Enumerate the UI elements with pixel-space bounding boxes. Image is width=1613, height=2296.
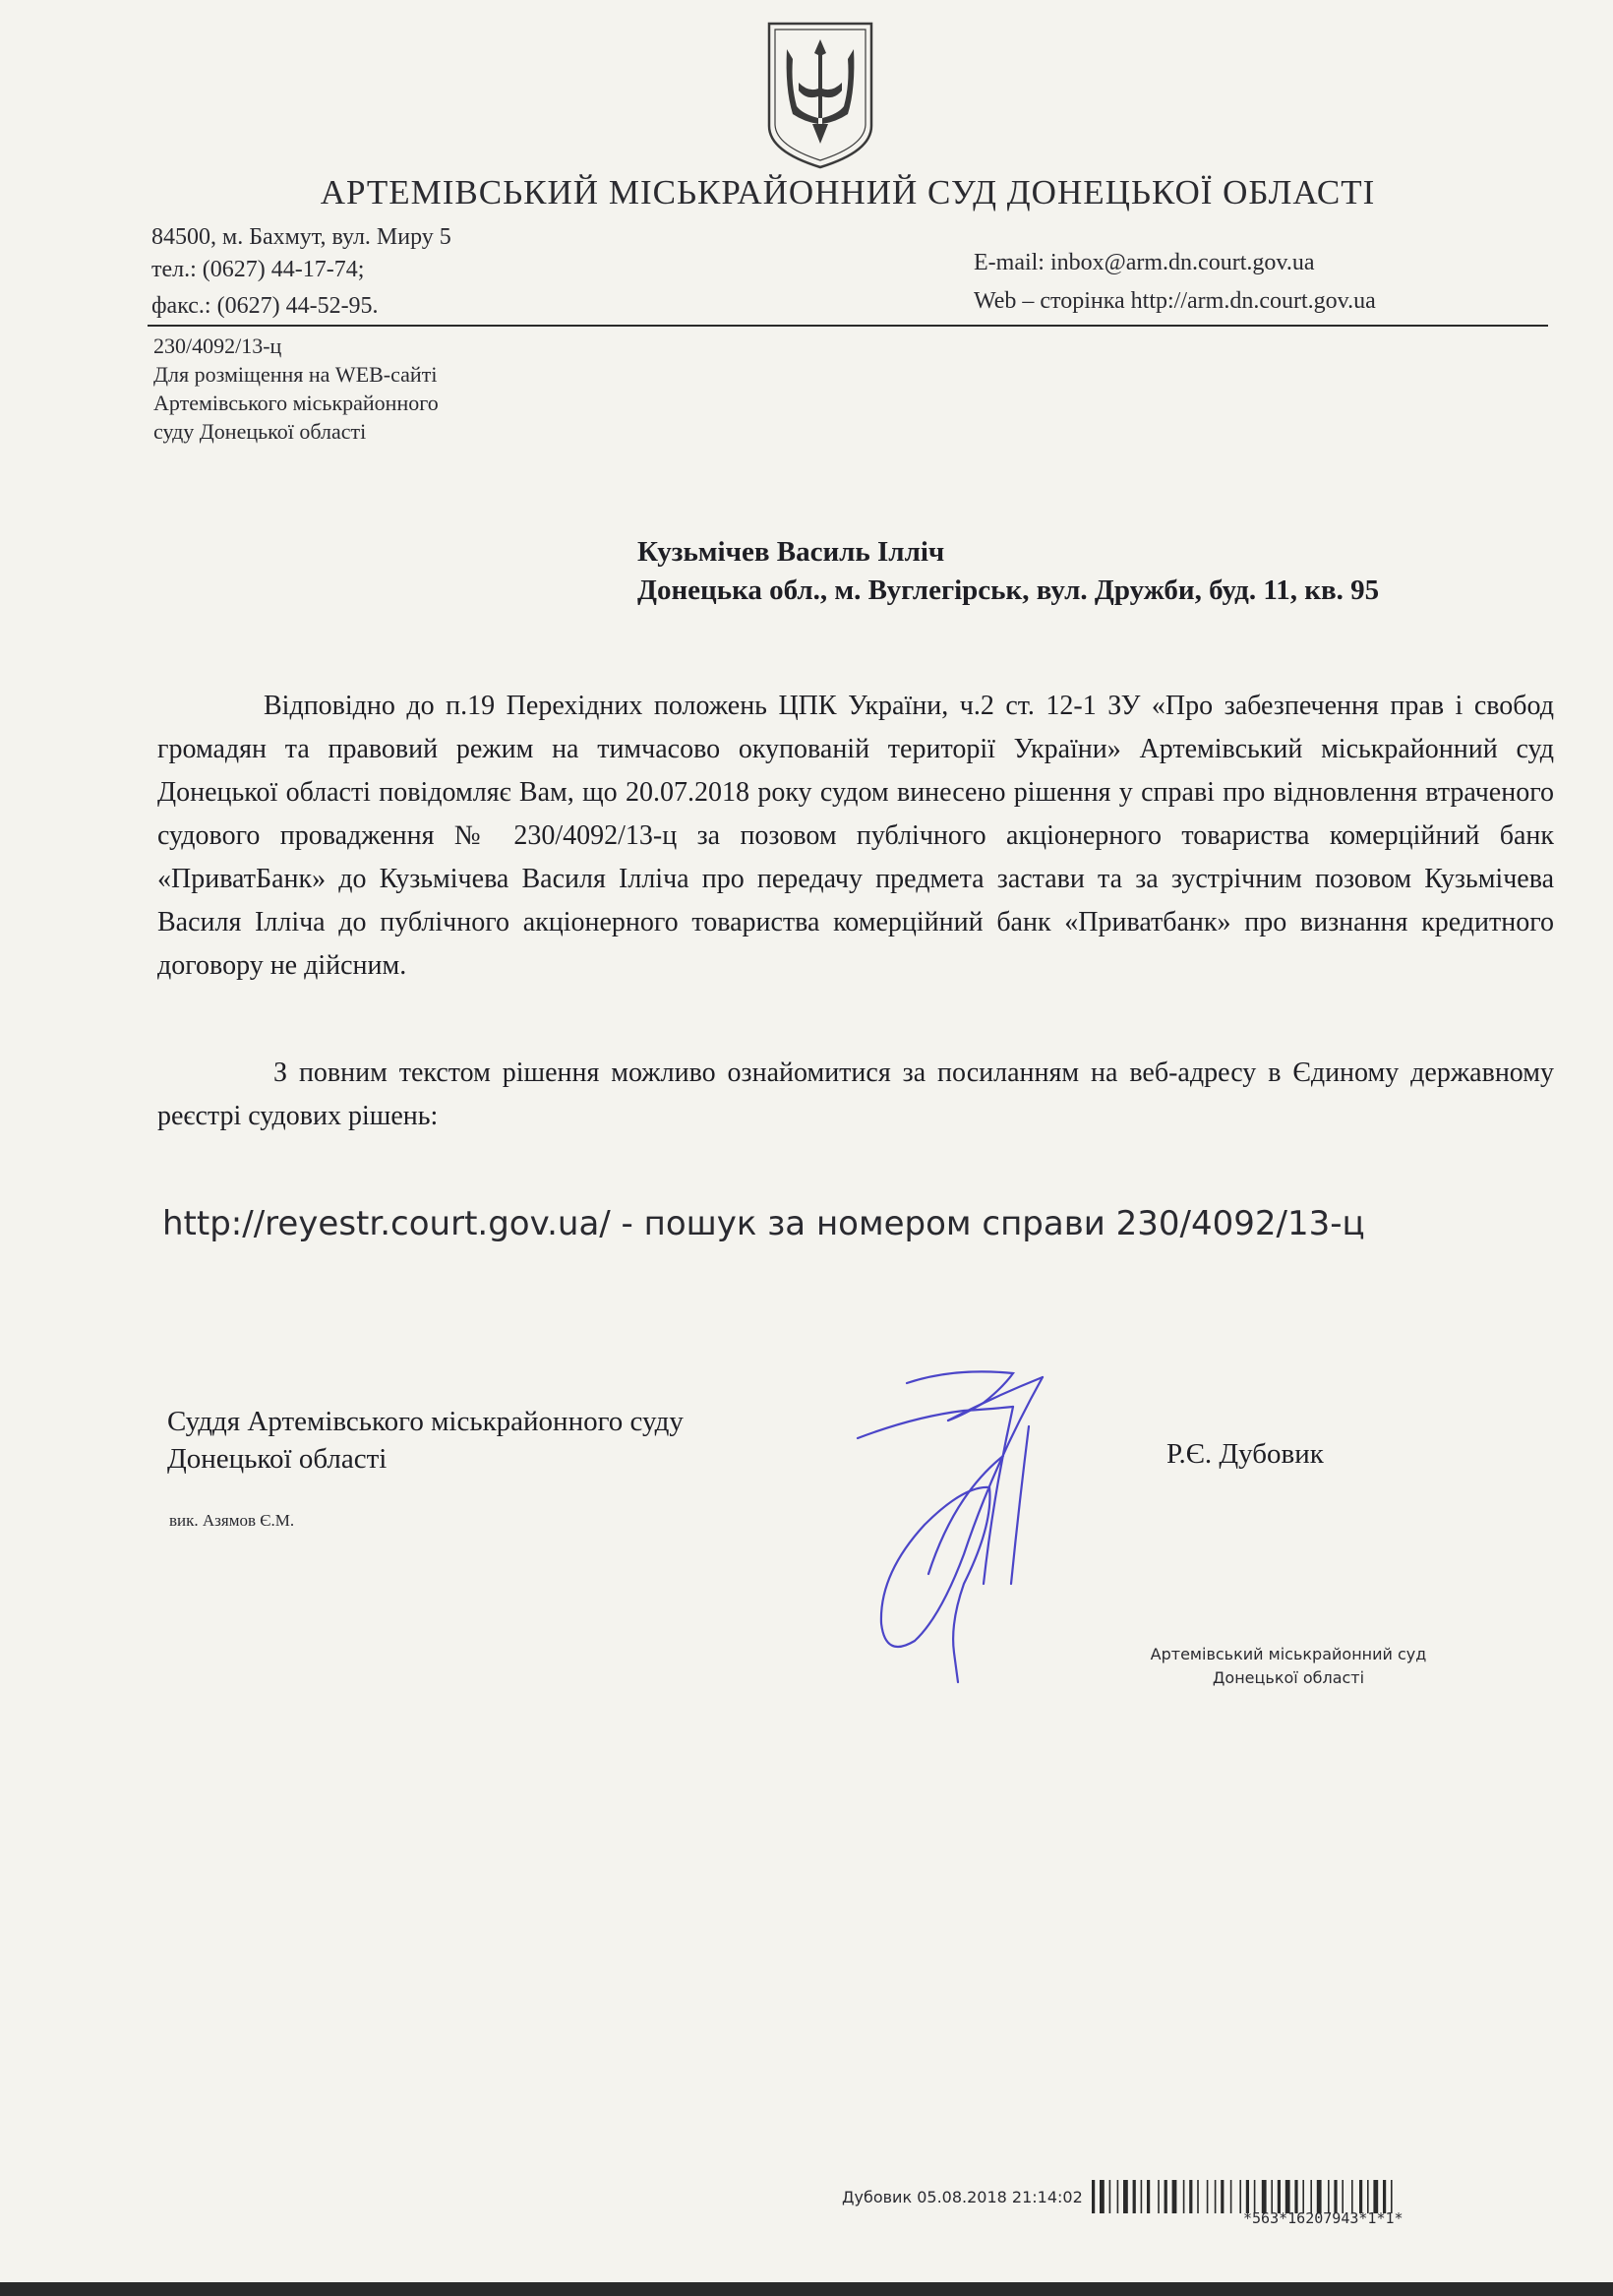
barcode-bar bbox=[1092, 2180, 1095, 2213]
body-paragraph-2: З повним текстом рішення можливо ознайомитися за посиланням на веб-адресу в Єдиному державному реєстрі судових рішень: bbox=[157, 1057, 1554, 1131]
barcode-bar bbox=[1109, 2180, 1111, 2213]
web-block bbox=[974, 244, 1376, 321]
barcode-bar bbox=[1334, 2180, 1337, 2213]
court-fax: факс.: (0627) 44-52-95. bbox=[151, 293, 379, 319]
purpose-line: суду Донецької області bbox=[153, 419, 367, 444]
barcode-bar bbox=[1351, 2180, 1353, 2213]
barcode-bar bbox=[1302, 2180, 1304, 2213]
recipient-address: Донецька обл., м. Вуглегірськ, вул. Дружби, буд. 11, кв. 95 bbox=[637, 574, 1380, 606]
stamp-court-line: Артемівський міськрайонний суд bbox=[1150, 1645, 1427, 1663]
body-paragraph-1: Відповідно до п.19 Перехідних положень ЦПК України, ч.2 ст. 12-1 ЗУ «Про забезпечення прав і свобод громадян та правовий режим на тимчасово окупованій території України» Артемівський міськрайонний суд Донецької області повідомляє Вам, що 20.07.2018 року судом винесено рішення у справі про відновлення втраченого судового провадження № 230/4092/13-ц за позовом публічного акціонерного товариства комерційний банк «ПриватБанк» до Кузьмічева Василя Ілліча про передачу предмета застави та за зустрічним позовом Кузьмічева Василя Ілліча до публічного акціонерного товариства комерційний банк «Приватбанк» про визнання кредитного договору не дійсним. bbox=[157, 691, 1554, 981]
barcode-bar bbox=[1197, 2180, 1199, 2213]
barcode-number: *563*16207943*1*1* bbox=[1243, 2209, 1404, 2227]
barcode-bar bbox=[1158, 2180, 1160, 2213]
case-number: 230/4092/13-ц bbox=[153, 333, 282, 358]
barcode-bar bbox=[1271, 2180, 1273, 2213]
registry-stamp-court bbox=[1141, 1643, 1436, 1690]
stamp-court-line: Донецької області bbox=[1212, 1668, 1365, 1687]
barcode-bar bbox=[1317, 2180, 1322, 2213]
barcode-bar bbox=[1147, 2180, 1150, 2213]
signed-by-stamp: Дубовик 05.08.2018 21:14:02 bbox=[842, 2188, 1083, 2206]
document-meta bbox=[153, 332, 439, 446]
court-name: АРТЕМІВСЬКИЙ МІСЬКРАЙОННИЙ СУД ДОНЕЦЬКОЇ ОБЛАСТІ bbox=[320, 173, 1376, 211]
barcode-bar bbox=[1165, 2180, 1167, 2213]
header-divider bbox=[148, 325, 1548, 327]
barcode-bar bbox=[1294, 2180, 1297, 2213]
barcode-bar bbox=[1391, 2180, 1393, 2213]
barcode-bar bbox=[1141, 2180, 1143, 2213]
barcode-bar bbox=[1383, 2180, 1386, 2213]
barcode-bar bbox=[1133, 2180, 1136, 2213]
barcode-bar bbox=[1239, 2180, 1241, 2213]
barcode-bar bbox=[1230, 2180, 1232, 2213]
barcode-bar bbox=[1215, 2180, 1217, 2213]
barcode-icon bbox=[1090, 2180, 1576, 2213]
barcode-bar bbox=[1117, 2180, 1119, 2213]
barcode-bar bbox=[1285, 2180, 1290, 2213]
judge-title-line: Донецької області bbox=[167, 1443, 388, 1475]
contact-block bbox=[151, 221, 451, 323]
barcode-bar bbox=[1100, 2180, 1105, 2213]
handwritten-signature bbox=[846, 1358, 1072, 1692]
barcode-bar bbox=[1172, 2180, 1177, 2213]
barcode-bar bbox=[1342, 2180, 1344, 2213]
trident-icon bbox=[763, 20, 877, 169]
court-address: 84500, м. Бахмут, вул. Миру 5 bbox=[151, 224, 451, 250]
barcode-bar bbox=[1367, 2180, 1369, 2213]
barcode-bar bbox=[1189, 2180, 1192, 2213]
barcode-bar bbox=[1254, 2180, 1256, 2213]
executor-note: вик. Азямов Є.М. bbox=[169, 1511, 295, 1530]
recipient-name: Кузьмічев Василь Ілліч bbox=[637, 536, 945, 568]
judge-name: Р.Є. Дубовик bbox=[1166, 1438, 1324, 1470]
judge-title bbox=[167, 1403, 684, 1478]
barcode-bar bbox=[1373, 2180, 1378, 2213]
barcode-bar bbox=[1278, 2180, 1281, 2213]
barcode-bar bbox=[1310, 2180, 1312, 2213]
court-email: E-mail: inbox@arm.dn.court.gov.ua bbox=[974, 250, 1315, 275]
court-website: Web – сторінка http://arm.dn.court.gov.ua bbox=[974, 288, 1376, 314]
barcode-bar bbox=[1207, 2180, 1209, 2213]
barcode-bar bbox=[1359, 2180, 1362, 2213]
court-phone: тел.: (0627) 44-17-74; bbox=[151, 257, 365, 282]
purpose-line: Для розміщення на WEB-сайті bbox=[153, 362, 438, 387]
barcode-bar bbox=[1183, 2180, 1185, 2213]
judge-title-line: Суддя Артемівського міськрайонного суду bbox=[167, 1406, 684, 1437]
barcode-bar bbox=[1328, 2180, 1330, 2213]
purpose-line: Артемівського міськрайонного bbox=[153, 391, 439, 415]
barcode-bar bbox=[1262, 2180, 1267, 2213]
registry-link-text: http://reyestr.court.gov.ua/ - пошук за номером справи 230/4092/13-ц bbox=[162, 1204, 1365, 1243]
barcode-bar bbox=[1123, 2180, 1128, 2213]
barcode-bar bbox=[1221, 2180, 1224, 2213]
recipient-block bbox=[637, 533, 1379, 610]
barcode-bar bbox=[1246, 2180, 1249, 2213]
